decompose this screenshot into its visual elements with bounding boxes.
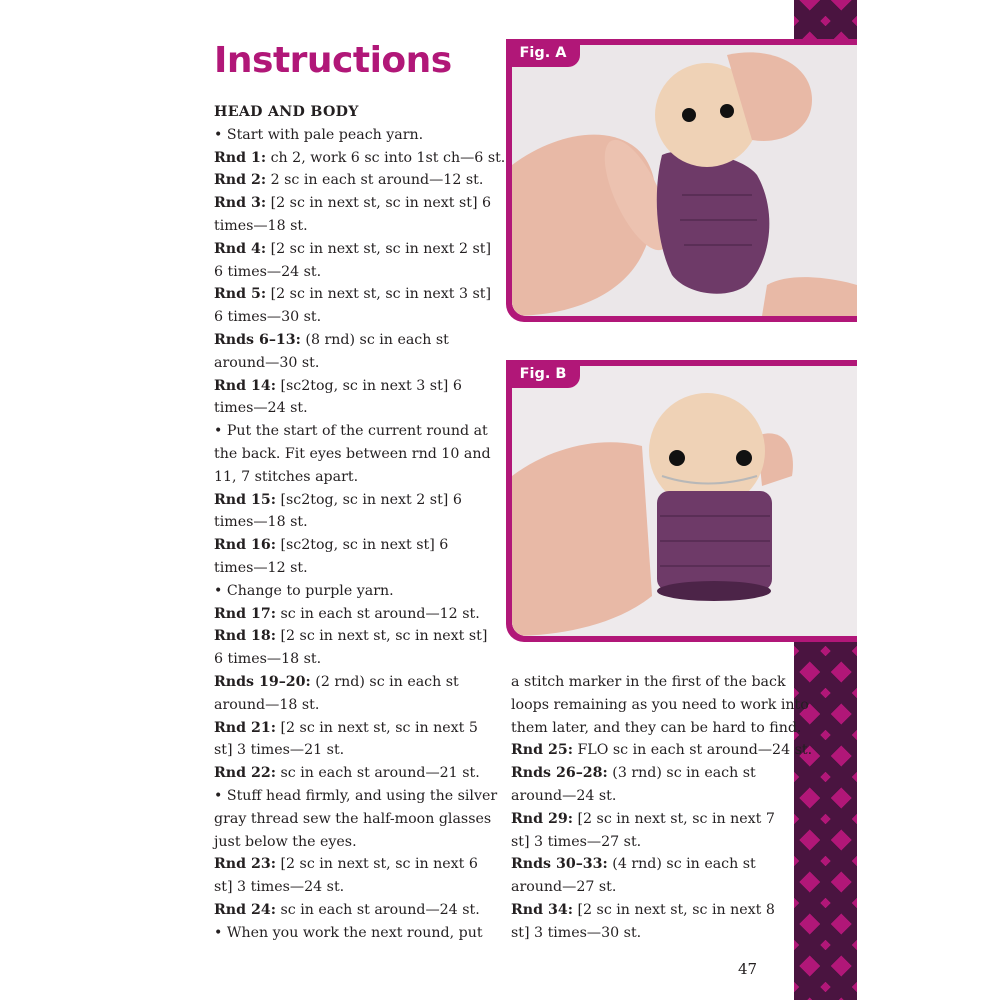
- instruction-text: (8 rnd) sc in each st: [300, 331, 449, 348]
- instruction-text: around—30 st.: [214, 354, 320, 371]
- round-label: Rnds 26–28:: [511, 765, 608, 782]
- figure-b-photo: [512, 366, 857, 636]
- figure-a-label: Fig. A: [506, 39, 580, 67]
- instruction-text: [2 sc in next st, sc in next 8: [572, 901, 775, 918]
- round-label: Rnd 17:: [214, 605, 276, 622]
- round-label: Rnd 5:: [214, 286, 267, 303]
- instruction-line: [214, 238, 492, 261]
- instruction-line: [214, 306, 489, 329]
- instruction-text: (4 rnd) sc in each st: [607, 856, 756, 873]
- instruction-text: [2 sc in next st, sc in next 6: [275, 856, 478, 873]
- instruction-line: [214, 694, 489, 717]
- round-label: Rnd 34:: [511, 901, 573, 918]
- round-label: Rnd 18:: [214, 628, 276, 645]
- instruction-text: [sc2tog, sc in next 3 st] 6: [275, 377, 462, 394]
- instruction-line: [511, 739, 813, 762]
- round-label: Rnd 23:: [214, 856, 276, 873]
- strip-gap: [794, 322, 857, 360]
- instruction-text: around—24 st.: [511, 787, 617, 804]
- round-label: Rnd 2:: [214, 172, 267, 189]
- instruction-text: st] 3 times—27 st.: [511, 833, 642, 850]
- instruction-line: [214, 283, 492, 306]
- section-heading: HEAD AND BODY: [214, 104, 359, 120]
- instruction-text: [2 sc in next st, sc in next 7: [572, 810, 775, 827]
- instruction-line: [511, 785, 786, 808]
- instruction-text: • When you work the next round, put: [214, 924, 483, 941]
- instruction-line: [214, 192, 492, 215]
- instruction-line: [214, 762, 489, 785]
- instruction-text: [2 sc in next st, sc in next 5: [275, 719, 478, 736]
- instruction-line: [214, 876, 489, 899]
- instruction-line: [214, 329, 489, 352]
- instruction-text: FLO sc in each st around—24 st.: [572, 742, 813, 759]
- instruction-line: [214, 443, 489, 466]
- round-label: Rnd 24:: [214, 901, 276, 918]
- instruction-text: (2 rnd) sc in each st: [310, 673, 459, 690]
- instruction-text: just below the eyes.: [214, 833, 357, 850]
- instruction-text: sc in each st around—21 st.: [275, 765, 480, 782]
- instruction-text: a stitch marker in the first of the back: [511, 674, 786, 690]
- round-label: Rnd 3:: [214, 195, 267, 212]
- instruction-line: [214, 261, 489, 284]
- round-label: Rnds 6–13:: [214, 331, 301, 348]
- instruction-text: [sc2tog, sc in next st] 6: [275, 537, 449, 554]
- instruction-line: [214, 717, 489, 740]
- instruction-line: [511, 922, 786, 945]
- round-label: Rnd 21:: [214, 719, 276, 736]
- instruction-line: [214, 420, 489, 443]
- instruction-line: [511, 694, 809, 717]
- instruction-line: [214, 625, 489, 648]
- instruction-text: st] 3 times—24 st.: [214, 879, 345, 896]
- instruction-line: [214, 534, 489, 557]
- instruction-text: st] 3 times—30 st.: [511, 924, 642, 941]
- instruction-text: [sc2tog, sc in next 2 st] 6: [275, 491, 462, 508]
- instruction-text: around—18 st.: [214, 696, 320, 713]
- instruction-text: [2 sc in next st, sc in next st] 6: [266, 195, 492, 212]
- instruction-line: [214, 808, 492, 831]
- round-label: Rnd 16:: [214, 537, 276, 554]
- round-label: Rnd 1:: [214, 149, 267, 166]
- instruction-text: • Put the start of the current round at: [214, 423, 488, 440]
- round-label: Rnd 25:: [511, 742, 573, 759]
- instruction-line: [214, 603, 489, 626]
- instruction-text: (3 rnd) sc in each st: [607, 765, 756, 782]
- instruction-text: around—27 st.: [511, 879, 617, 896]
- instruction-line: [214, 466, 489, 489]
- round-label: Rnd 22:: [214, 765, 276, 782]
- figure-a: [506, 39, 857, 322]
- instruction-line: [511, 762, 786, 785]
- instruction-text: • Start with pale peach yarn.: [214, 126, 424, 143]
- instruction-text: 11, 7 stitches apart.: [214, 468, 359, 485]
- instruction-text: them later, and they can be hard to find.: [511, 719, 802, 736]
- instruction-line: [214, 101, 489, 124]
- instruction-text: [2 sc in next st, sc in next 3 st]: [266, 286, 492, 303]
- round-label: Rnds 30–33:: [511, 856, 608, 873]
- instruction-text: times—24 st.: [214, 400, 308, 417]
- instruction-line: [214, 557, 489, 580]
- figure-a-photo: [512, 45, 857, 316]
- instruction-line: [214, 397, 489, 420]
- instruction-text: ch 2, work 6 sc into 1st ch—6 st.: [266, 149, 506, 166]
- instruction-line: [214, 580, 489, 603]
- instruction-line: [511, 671, 786, 694]
- instruction-line: [214, 124, 489, 147]
- instruction-line: [511, 876, 786, 899]
- instruction-text: 6 times—18 st.: [214, 651, 322, 668]
- instruction-text: times—18 st.: [214, 514, 308, 531]
- instruction-line: [214, 922, 489, 945]
- page-title: Instructions: [214, 40, 452, 81]
- instruction-line: [214, 853, 489, 876]
- instruction-line: [214, 511, 489, 534]
- instruction-line: [214, 785, 498, 808]
- instruction-text: 2 sc in each st around—12 st.: [266, 172, 484, 189]
- instruction-text: • Stuff head firmly, and using the silver: [214, 787, 498, 804]
- instruction-text: 6 times—24 st.: [214, 263, 322, 280]
- figure-b: [506, 360, 857, 642]
- instruction-line: [214, 169, 489, 192]
- instruction-line: [214, 648, 489, 671]
- instruction-line: [214, 215, 489, 238]
- round-label: Rnd 29:: [511, 810, 573, 827]
- instruction-line: [214, 899, 489, 922]
- instruction-line: [511, 808, 786, 831]
- instruction-line: [214, 375, 489, 398]
- instructions-right-column: [511, 671, 813, 945]
- round-label: Rnd 4:: [214, 240, 267, 257]
- instruction-text: [2 sc in next st, sc in next 2 st]: [266, 240, 492, 257]
- instruction-text: • Change to purple yarn.: [214, 582, 394, 599]
- instruction-text: times—12 st.: [214, 559, 308, 576]
- instruction-line: [214, 489, 489, 512]
- instructions-left-column: [214, 101, 506, 944]
- instruction-text: loops remaining as you need to work into: [511, 696, 809, 713]
- instruction-text: 6 times—30 st.: [214, 309, 322, 326]
- instruction-line: [214, 671, 489, 694]
- instruction-line: [214, 147, 506, 170]
- instruction-text: sc in each st around—12 st.: [275, 605, 480, 622]
- instruction-line: [511, 831, 786, 854]
- instruction-line: [214, 739, 489, 762]
- round-label: Rnds 19–20:: [214, 673, 311, 690]
- instruction-text: st] 3 times—21 st.: [214, 742, 345, 759]
- page-number: 47: [738, 960, 758, 978]
- instruction-line: [214, 352, 489, 375]
- instruction-text: sc in each st around—24 st.: [275, 901, 480, 918]
- instruction-line: [511, 853, 786, 876]
- round-label: Rnd 14:: [214, 377, 276, 394]
- instruction-text: [2 sc in next st, sc in next st]: [275, 628, 488, 645]
- figure-b-label: Fig. B: [506, 360, 580, 388]
- instruction-line: [511, 899, 786, 922]
- instruction-text: the back. Fit eyes between rnd 10 and: [214, 445, 491, 462]
- instruction-text: times—18 st.: [214, 217, 308, 234]
- instruction-text: gray thread sew the half-moon glasses: [214, 810, 492, 827]
- instruction-line: [214, 831, 489, 854]
- round-label: Rnd 15:: [214, 491, 276, 508]
- instruction-line: [511, 717, 802, 740]
